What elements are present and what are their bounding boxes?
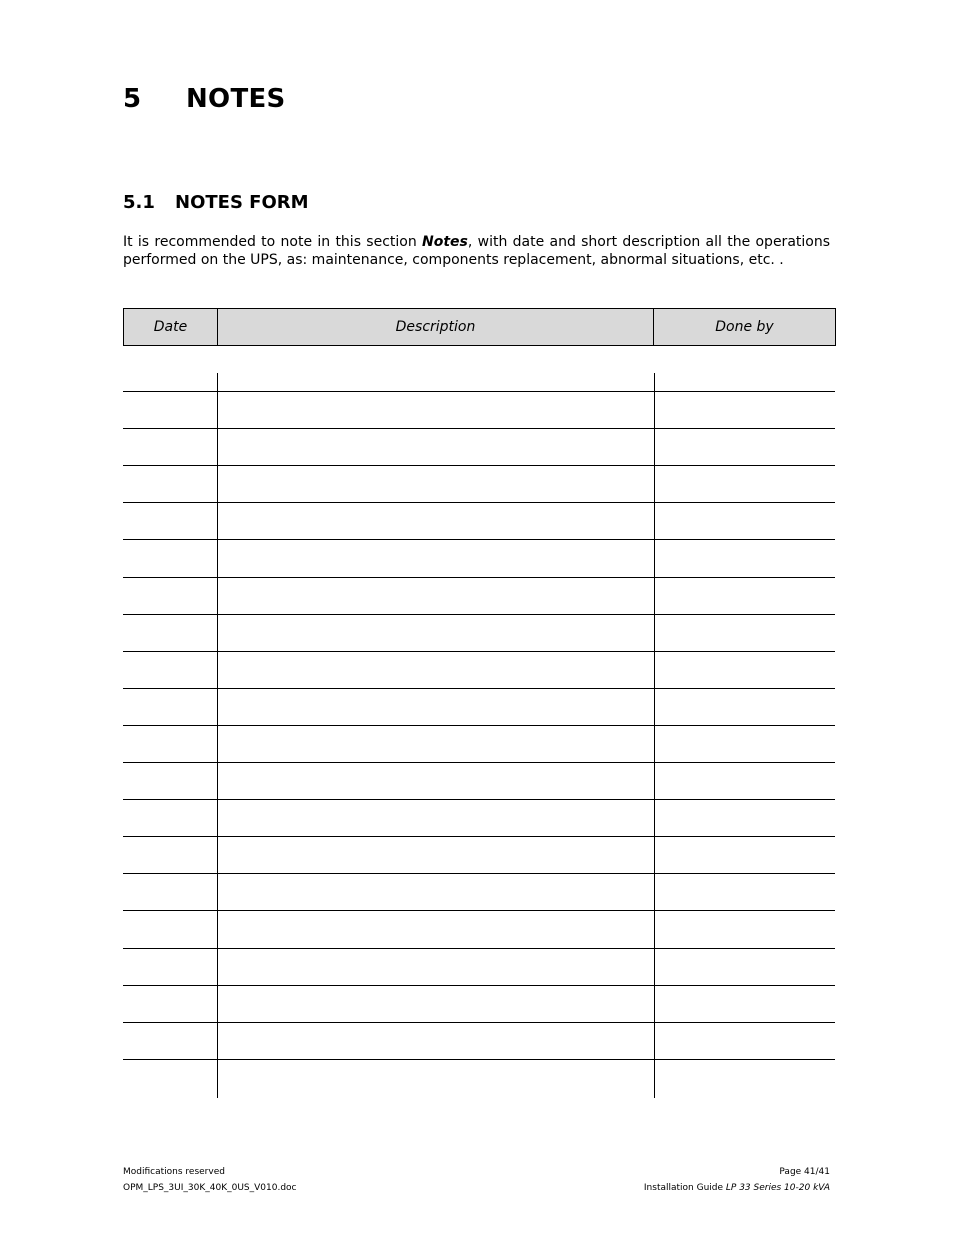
table-row (123, 539, 835, 540)
table-row (123, 688, 835, 689)
intro-text-before: It is recommended to note in this section (123, 234, 423, 250)
chapter-title: NOTES (186, 84, 286, 114)
table-row (123, 391, 835, 392)
table-row (123, 910, 835, 911)
intro-paragraph (123, 233, 830, 269)
table-row (123, 725, 835, 726)
header-description: Description (218, 309, 654, 345)
notes-table-header (123, 308, 836, 346)
section-title: NOTES FORM (175, 192, 309, 213)
footer-page-number: Page 41/41 (779, 1167, 830, 1177)
table-row (123, 428, 835, 429)
table-row (123, 1022, 835, 1023)
table-row (123, 948, 835, 949)
notes-table-body (123, 373, 835, 1098)
column-divider (217, 373, 218, 1098)
table-row (123, 651, 835, 652)
table-row (123, 836, 835, 837)
header-done-by: Done by (715, 319, 774, 335)
section-number: 5.1 (123, 192, 155, 213)
table-row (123, 614, 835, 615)
table-row (123, 465, 835, 466)
table-row (123, 1059, 835, 1060)
intro-text-after: , with date and short description all the operations performed on the UPS, as: maintenance, components replacement, abnormal situations, etc. . (123, 234, 831, 268)
table-row (123, 985, 835, 986)
column-divider (654, 373, 655, 1098)
table-row (123, 799, 835, 800)
intro-emphasis: Notes (422, 234, 468, 250)
footer-modifications: Modifications reserved (123, 1167, 225, 1177)
table-row (123, 502, 835, 503)
footer-guide-product: LP 33 Series 10-20 kVA (725, 1183, 830, 1193)
footer-guide-prefix: Installation Guide (643, 1183, 726, 1193)
footer-guide-title (644, 1182, 830, 1194)
table-row (123, 873, 835, 874)
table-row (123, 762, 835, 763)
footer-filename: OPM_LPS_3UI_30K_40K_0US_V010.doc (123, 1183, 297, 1193)
table-row (123, 577, 835, 578)
header-date: Date (124, 309, 218, 345)
chapter-number: 5 (123, 84, 142, 114)
